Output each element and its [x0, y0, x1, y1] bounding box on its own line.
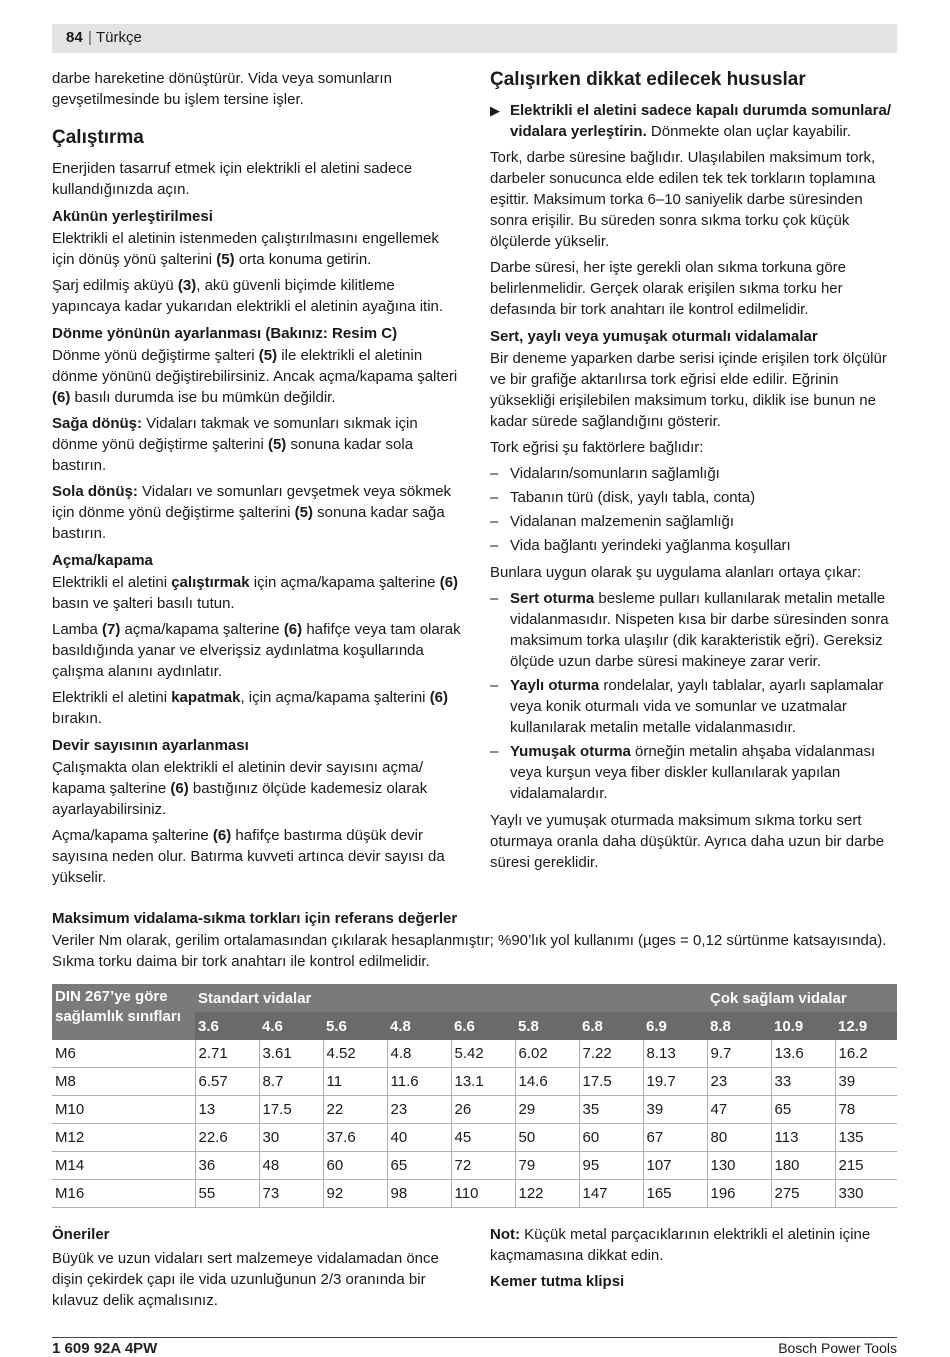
table-row: [52, 1068, 897, 1096]
paragraph: Dönme yönü değiştirme şalteri (5) ile elektrikli el aletinin dönme yönünü değiştirebilirsiniz. Ancak açma/kapama şalteri (6) basılı durumda ise bu mümkün değildir.: [52, 347, 458, 406]
paragraph: Sıkma torku daima bir tork anahtarı ile kontrol edilmelidir.: [52, 953, 430, 970]
grade-header: 5.8: [515, 1012, 579, 1040]
paragraph: Bir deneme yaparken darbe serisi içinde erişilen tork ölçülür ve bir grafiğe aktarılırsa tork eğrisi elde edilir. Eğrinin yüksekliği erişilebilen maksimum torku, diklik ise bunun ne kadar sürede sağlandığını gösterir.: [490, 350, 887, 430]
table-cell: 60: [579, 1124, 643, 1152]
table-cell: 275: [771, 1180, 835, 1208]
grade-header: 12.9: [835, 1012, 897, 1040]
table-cell: 4.52: [323, 1040, 387, 1068]
grade-header: 8.8: [707, 1012, 771, 1040]
table-cell: 330: [835, 1180, 897, 1208]
paragraph: Büyük ve uzun vidaları sert malzemeye vidalamadan önce dişin çekirdek çapı ile vida uzunluğunun 2/3 oranında bir kılavuz delik açmalısınız.: [52, 1250, 439, 1309]
grade-header: 10.9: [771, 1012, 835, 1040]
table-cell: 50: [515, 1124, 579, 1152]
grade-header: 5.6: [323, 1012, 387, 1040]
table-cell: 2.71: [195, 1040, 259, 1068]
table-cell: 22.6: [195, 1124, 259, 1152]
table-cell: 23: [387, 1096, 451, 1124]
warning-item: ▶ Elektrikli el aletini sadece kapalı durumda somunlara/ vidalara yerleştirin. Dönmekte olan uçlar kayabilir.: [490, 102, 891, 140]
table-cell: 80: [707, 1124, 771, 1152]
table-body: [52, 1040, 897, 1208]
table-cell: 8.7: [259, 1068, 323, 1096]
table-cell: 39: [643, 1096, 707, 1124]
table-cell: 13.6: [771, 1040, 835, 1068]
page-header: [52, 24, 897, 53]
table-cell: 13: [195, 1096, 259, 1124]
table-cell-size: M6: [52, 1040, 195, 1068]
table-cell: 92: [323, 1180, 387, 1208]
heading-kemer: Kemer tutma klipsi: [490, 1273, 625, 1290]
table-row: [52, 1152, 897, 1180]
heading-oneriler: Öneriler: [52, 1226, 110, 1243]
table-cell: 45: [451, 1124, 515, 1152]
table-row: [52, 1180, 897, 1208]
table-cell: 17.5: [579, 1068, 643, 1096]
paragraph: Şarj edilmiş aküyü (3), akü güvenli biçimde kilitleme yapıncaya kadar yukarıdan elektrikli el aletinin ayağına itin.: [52, 277, 444, 315]
paragraph: Tork, darbe süresine bağlıdır. Ulaşılabilen maksimum tork, darbeler sonucunca elde edilen tek tek torkların toplamına eşittir. Maksimum torka 6–10 saniyelik darbe süresinden sonra erişilir. Bu süreden sonra sıkma torku çok küçük ölçülerde yükselir.: [490, 149, 876, 250]
heading-acma: Açma/kapama: [52, 552, 153, 569]
grade-header: 6.6: [451, 1012, 515, 1040]
torque-table: [52, 984, 897, 1208]
heading-donme: Dönme yönünün ayarlanması (Bakınız: Resim C): [52, 325, 398, 342]
table-cell: 13.1: [451, 1068, 515, 1096]
paragraph: Enerjiden tasarruf etmek için elektrikli el aletini sadece kullandığınızda açın.: [52, 160, 413, 198]
case-list: [490, 588, 898, 804]
grade-header: 6.8: [579, 1012, 643, 1040]
list-item: – Vidaların/somunların sağlamlığı: [490, 465, 720, 482]
heading-dikkat: Çalışırken dikkat edilecek hususlar: [490, 69, 806, 90]
table-cell: 29: [515, 1096, 579, 1124]
grade-header: 4.8: [387, 1012, 451, 1040]
table-cell: 36: [195, 1152, 259, 1180]
heading-aku: Akünün yerleştirilmesi: [52, 208, 213, 225]
table-cell: 17.5: [259, 1096, 323, 1124]
paragraph: Lamba (7) açma/kapama şalterine (6) hafifçe veya tam olarak basıldığında yanar ve elverişsiz aydınlatma koşullarında çalışma alanını aydınlatır.: [52, 621, 461, 680]
table-cell: 60: [323, 1152, 387, 1180]
footer-brand: Bosch Power Tools: [778, 1340, 897, 1356]
table-cell: 39: [835, 1068, 897, 1096]
paragraph: Sola dönüş: Vidaları ve somunları gevşetmek veya sökmek için dönme yönü değiştirme şalterini (5) sonuna kadar sağa bastırın.: [52, 483, 452, 542]
table-header-strength-class: DIN 267’ye göre sağlamlık sınıfları: [52, 984, 195, 1040]
triangle-bullet-icon: ▶: [490, 103, 500, 118]
paragraph: Elektrikli el aletini kapatmak, için açma/kapama şalterini (6) bırakın.: [52, 689, 449, 727]
table-cell: 135: [835, 1124, 897, 1152]
paragraph: Çalışmakta olan elektrikli el aletinin devir sayısını açma/ kapama şalterine (6) bastığınız ölçüde kademesiz olarak ayarlayabilirsiniz.: [52, 759, 428, 818]
paragraph: Elektrikli el aletinin istenmeden çalıştırılmasını engellemek için dönüş yönü şalterini (5) orta konuma getirin.: [52, 230, 439, 268]
header-separator: |: [88, 29, 92, 46]
table-cell: 6.02: [515, 1040, 579, 1068]
table-cell: 37.6: [323, 1124, 387, 1152]
table-cell: 40: [387, 1124, 451, 1152]
footer-document-number: 1 609 92A 4PW: [52, 1340, 158, 1357]
table-cell: 215: [835, 1152, 897, 1180]
list-item: – Yumuşak oturma örneğin metalin ahşaba vidalanması veya kurşun veya fiber diskler kullanılarak yapılan vidalamalardır.: [490, 743, 876, 802]
list-item: – Vida bağlantı yerindeki yağlanma koşulları: [490, 537, 791, 554]
table-cell: 35: [579, 1096, 643, 1124]
table-cell: 4.8: [387, 1040, 451, 1068]
note-section: [490, 1224, 898, 1295]
table-cell-size: M8: [52, 1068, 195, 1096]
paragraph: Elektrikli el aletini çalıştırmak için açma/kapama şalterine (6) basın ve şalteri basılı tutun.: [52, 574, 459, 612]
table-row: [52, 1096, 897, 1124]
paragraph: Yaylı ve yumuşak oturmada maksimum sıkma torku sert oturmaya oranla daha düşüktür. Ayrıca daha uzun bir darbe süresi gereklidir.: [490, 812, 885, 871]
heading-devir: Devir sayısının ayarlanması: [52, 737, 249, 754]
grade-header: 4.6: [259, 1012, 323, 1040]
table-cell-size: M10: [52, 1096, 195, 1124]
table-cell: 79: [515, 1152, 579, 1180]
table-cell: 3.61: [259, 1040, 323, 1068]
factor-list: [490, 463, 898, 556]
footer-divider: [52, 1337, 897, 1338]
table-cell: 26: [451, 1096, 515, 1124]
list-item: – Sert oturma besleme pulları kullanılarak metalin metalle vidalanmasıdır. Nispeten kısa bir darbe süresinden sonra maksimum torka ulaşılır (dik karakteristik eğri). Gereksiz ölçüde uzun darbe süresi makineye zarar verir.: [490, 590, 889, 670]
table-cell-size: M12: [52, 1124, 195, 1152]
torque-table-title: Maksimum vidalama-sıkma torkları için referans değerler: [52, 910, 458, 927]
table-cell: 6.57: [195, 1068, 259, 1096]
table-cell: 65: [387, 1152, 451, 1180]
table-header-standard: Standart vidalar: [195, 984, 707, 1012]
table-cell: 165: [643, 1180, 707, 1208]
table-cell: 7.22: [579, 1040, 643, 1068]
paragraph: darbe hareketine dönüştürür. Vida veya somunların gevşetilmesinde bu işlem tersine işler.: [52, 70, 392, 108]
paragraph: Bunlara uygun olarak şu uygulama alanları ortaya çıkar:: [490, 564, 862, 581]
table-cell: 23: [707, 1068, 771, 1096]
list-item: – Yaylı oturma rondelalar, yaylı tablalar, ayarlı saplamalar veya konik oturmalı vida ve somunlar ve uzatmalar kullanılarak metalin metalle vidalanmasıdır.: [490, 677, 884, 736]
heading-calistirma: Çalıştırma: [52, 127, 144, 148]
table-cell: 113: [771, 1124, 835, 1152]
table-cell: 122: [515, 1180, 579, 1208]
table-cell: 130: [707, 1152, 771, 1180]
table-cell: 196: [707, 1180, 771, 1208]
table-cell-size: M14: [52, 1152, 195, 1180]
note-paragraph: Not: Küçük metal parçacıklarının elektrikli el aletinin içine kaçmamasına dikkat edin.: [490, 1226, 871, 1264]
list-item: – Vidalanan malzemenin sağlamlığı: [490, 513, 735, 530]
table-cell: 33: [771, 1068, 835, 1096]
table-cell: 30: [259, 1124, 323, 1152]
paragraph: Tork eğrisi şu faktörlere bağlıdır:: [490, 439, 704, 456]
recommendations: [52, 1224, 462, 1316]
table-cell: 72: [451, 1152, 515, 1180]
table-cell: 95: [579, 1152, 643, 1180]
table-row: [52, 1124, 897, 1152]
table-cell: 8.13: [643, 1040, 707, 1068]
table-cell: 65: [771, 1096, 835, 1124]
header-language: Türkçe: [96, 29, 142, 46]
paragraph: Açma/kapama şalterine (6) hafifçe bastırma düşük devir sayısına neden olur. Batırma kuvveti artınca devir sayısı da yükselir.: [52, 827, 445, 886]
table-cell: 107: [643, 1152, 707, 1180]
table-cell: 9.7: [707, 1040, 771, 1068]
table-cell-size: M16: [52, 1180, 195, 1208]
page-number: 84: [66, 29, 83, 46]
heading-sert: Sert, yaylı veya yumuşak oturmalı vidalamalar: [490, 328, 818, 345]
table-cell: 14.6: [515, 1068, 579, 1096]
right-column: [490, 68, 898, 878]
torque-intro: [52, 908, 912, 972]
table-cell: 110: [451, 1180, 515, 1208]
grade-header: 3.6: [195, 1012, 259, 1040]
table-cell: 19.7: [643, 1068, 707, 1096]
table-cell: 147: [579, 1180, 643, 1208]
grade-header: 6.9: [643, 1012, 707, 1040]
table-cell: 5.42: [451, 1040, 515, 1068]
table-cell: 67: [643, 1124, 707, 1152]
table-cell: 11.6: [387, 1068, 451, 1096]
table-cell: 73: [259, 1180, 323, 1208]
table-cell: 47: [707, 1096, 771, 1124]
paragraph: Darbe süresi, her işte gerekli olan sıkma torkuna göre belirlenmelidir. Gerçek olarak erişilen sıkma torku her defasında bir tork anahtarı ile kontrol edilmelidir.: [490, 259, 847, 318]
table-cell: 16.2: [835, 1040, 897, 1068]
left-column: [52, 68, 462, 893]
table-cell: 78: [835, 1096, 897, 1124]
paragraph: Sağa dönüş: Vidaları takmak ve somunları sıkmak için dönme yönü değiştirme şalterini (5) sonuna kadar sola bastırın.: [52, 415, 418, 474]
table-row: [52, 1040, 897, 1068]
table-cell: 180: [771, 1152, 835, 1180]
table-cell: 11: [323, 1068, 387, 1096]
list-item: – Tabanın türü (disk, yaylı tabla, conta): [490, 489, 756, 506]
table-cell: 98: [387, 1180, 451, 1208]
table-cell: 55: [195, 1180, 259, 1208]
paragraph: Veriler Nm olarak, gerilim ortalamasından çıkılarak hesaplanmıştır; %90’lık yol kullanımı (µges = 0,12 sürtünme katsayısında).: [52, 932, 887, 949]
table-cell: 22: [323, 1096, 387, 1124]
table-header-strong: Çok sağlam vidalar: [707, 984, 897, 1012]
table-cell: 48: [259, 1152, 323, 1180]
